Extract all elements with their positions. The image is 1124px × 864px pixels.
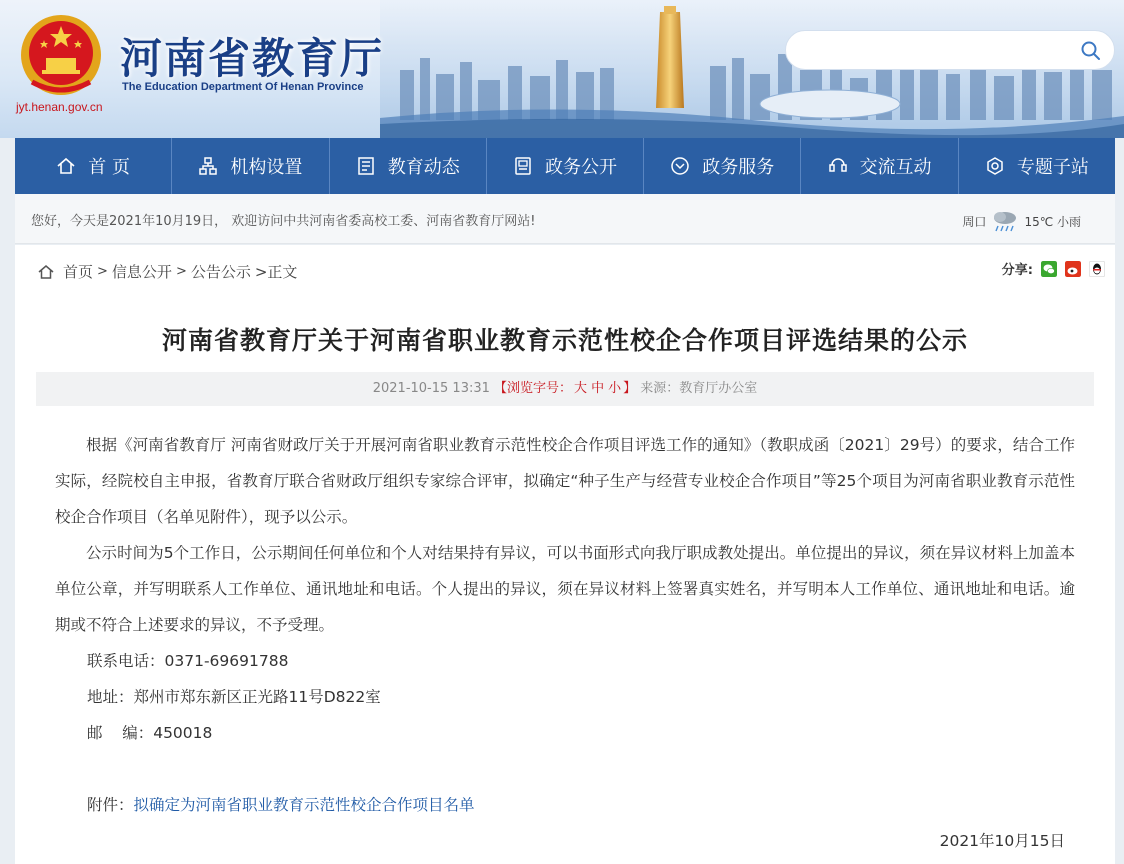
nav-item-label: 专题子站 [1016, 157, 1089, 178]
news-icon [356, 156, 376, 176]
rain-cloud-icon [990, 209, 1020, 233]
topic-icon [985, 156, 1005, 176]
breadcrumb-current: >正文 [254, 263, 298, 281]
site-subtitle: The Education Department Of Henan Province [122, 81, 364, 93]
service-icon [670, 156, 690, 176]
weather-desc: 15℃ 小雨 [1024, 214, 1081, 229]
nav-item-public[interactable] [487, 138, 644, 194]
main-nav [15, 138, 1115, 194]
attachment-label: 附件： [87, 796, 134, 814]
nav-item-label: 机构设置 [230, 157, 303, 178]
breadcrumb-separator: > [97, 264, 108, 279]
breadcrumb-separator: > [175, 264, 187, 279]
article-source: 来源：教育厅办公室 [640, 381, 758, 396]
search-input[interactable] [802, 31, 1082, 69]
site-header [0, 0, 1124, 138]
article-paragraph: 根据《河南省教育厅 河南省财政厅关于开展河南省职业教育示范性校企合作项目评选工作的通知》（教职成函〔2021〕29号）的要求，结合工作实际，经院校自主申报，省教育厅联合省财政厅组织专家综合评审，拟确定“种子生产与经营专业校企合作项目”等25个项目为河南省职业教育示范性校企合作项目（名单见附件），现予以公示。 [55, 436, 1075, 526]
wechat-icon[interactable] [1041, 261, 1057, 277]
contact-postcode: 邮 编：450018 [87, 724, 213, 742]
weibo-icon[interactable] [1065, 261, 1081, 277]
qq-icon[interactable] [1089, 261, 1105, 277]
breadcrumb-home[interactable]: 首页 [63, 263, 94, 281]
nav-item-label: 交流互动 [859, 157, 932, 178]
share-label: 分享: [1001, 263, 1033, 278]
contact-phone: 联系电话：0371-69691788 [87, 652, 289, 670]
home-icon [37, 263, 55, 281]
nav-item-label: 政务服务 [702, 157, 775, 178]
sign-date: 2021年10月15日 [939, 832, 1065, 850]
search-icon[interactable] [1080, 40, 1102, 62]
article-body [55, 427, 1075, 859]
site-domain: jyt.henan.gov.cn [16, 100, 103, 114]
article-meta [36, 372, 1094, 406]
contact-address: 地址：郑州市郑东新区正光路11号D822室 [87, 688, 381, 706]
public-icon [513, 156, 533, 176]
nav-item-label: 教育动态 [387, 157, 460, 178]
font-size-switcher: 【浏览字号： 大 中 小 】 [494, 381, 637, 396]
nav-item-label: 首 页 [88, 157, 130, 178]
greeting-bar [15, 194, 1115, 244]
article-date: 2021-10-15 13:31 [372, 381, 490, 396]
home-icon [56, 156, 76, 176]
national-emblem-icon [18, 12, 104, 98]
org-icon [198, 156, 218, 176]
article-panel [15, 245, 1115, 864]
font-size-large[interactable]: 大 [574, 381, 588, 396]
nav-item-service[interactable] [644, 138, 801, 194]
article-title: 河南省教育厅关于河南省职业教育示范性校企合作项目评选结果的公示 [161, 326, 968, 355]
nav-item-org[interactable] [172, 138, 329, 194]
nav-item-interact[interactable] [801, 138, 958, 194]
nav-item-topic[interactable] [959, 138, 1115, 194]
attachment-link[interactable]: 拟确定为河南省职业教育示范性校企合作项目名单 [133, 796, 475, 814]
share-bar [1002, 259, 1105, 278]
nav-item-news[interactable] [330, 138, 487, 194]
weather-city: 周口 [962, 214, 987, 229]
interact-icon [828, 156, 848, 176]
nav-item-home[interactable] [15, 138, 172, 194]
site-title[interactable]: 河南省教育厅 [120, 34, 385, 83]
font-size-small[interactable]: 小 [608, 381, 622, 396]
breadcrumb [37, 261, 297, 282]
font-size-medium[interactable]: 中 [591, 381, 605, 396]
attachment-line [55, 787, 1075, 823]
article-paragraph: 公示时间为5个工作日，公示期间任何单位和个人对结果持有异议，可以书面形式向我厅职成教处提出。单位提出的异议，须在异议材料上加盖本单位公章，并写明联系人工作单位、通讯地址和电话。个人提出的异议，须在异议材料上签署真实姓名，并写明本人工作单位、通讯地址和电话。逾期或不符合上述要求的异议，不予受理。 [55, 544, 1075, 634]
nav-item-label: 政务公开 [544, 157, 617, 178]
weather-widget [962, 209, 1081, 233]
breadcrumb-notices[interactable]: 公告公示 [190, 263, 251, 281]
greeting-text: 您好，今天是2021年10月19日， 欢迎访问中共河南省委高校工委、河南省教育厅网站! [31, 214, 536, 229]
breadcrumb-info-public[interactable]: 信息公开 [111, 263, 172, 281]
search-box [785, 30, 1115, 70]
